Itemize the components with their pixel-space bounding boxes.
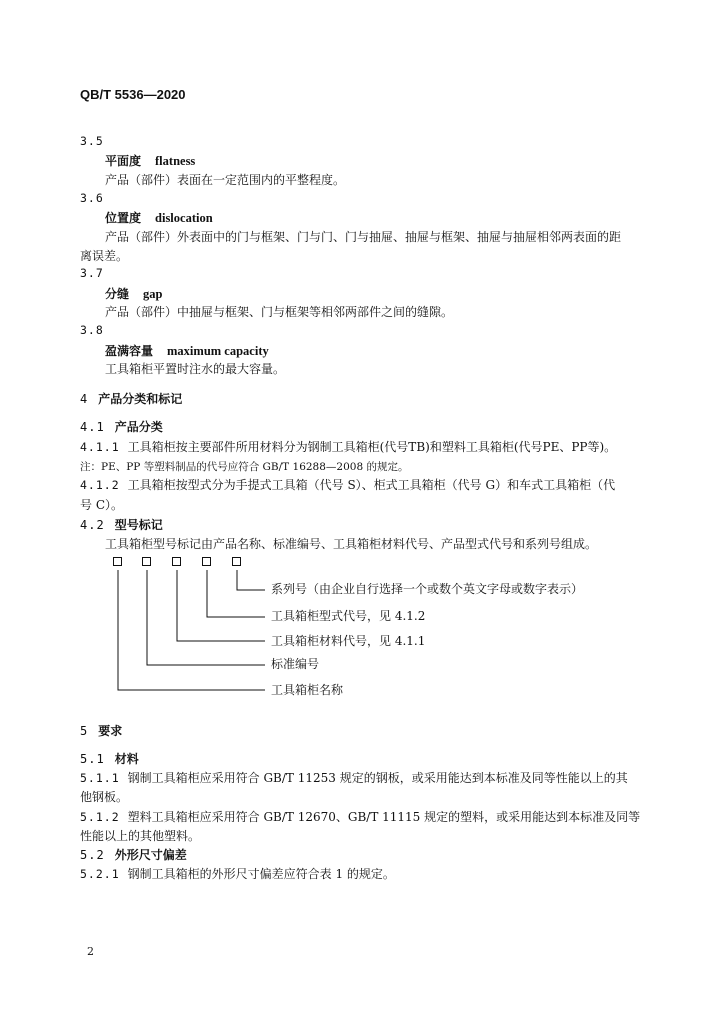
section-number: 5.2 <box>80 848 105 862</box>
section-number: 4.1 <box>80 420 105 434</box>
term-chinese: 分缝 <box>105 287 130 301</box>
leader-line <box>118 570 265 690</box>
note-text: 注：PE、PP 等塑料制品的代号应符合 GB/T 16288—2008 的规定。 <box>80 461 409 473</box>
diagram-label: 工具箱柜名称 <box>271 683 344 697</box>
clause-number: 5.1.2 <box>80 810 120 824</box>
term-chinese: 平面度 <box>105 154 142 168</box>
term-chinese: 盈满容量 <box>105 344 154 358</box>
leader-line <box>237 570 265 590</box>
diagram-label: 工具箱柜材料代号，见 4.1.1 <box>271 634 426 648</box>
page-number: 2 <box>87 945 94 958</box>
section-number: 4.2 <box>80 518 105 532</box>
term-english: dislocation <box>155 211 213 225</box>
chapter-title: 产品分类和标记 <box>98 392 183 406</box>
term-definition: 工具箱柜平置时注水的最大容量。 <box>105 362 286 376</box>
section-title: 产品分类 <box>114 420 163 434</box>
clause-paragraph <box>80 769 628 786</box>
chapter-number: 4 <box>80 392 89 406</box>
clause-text: 工具箱柜按型式分为手提式工具箱（代号 S）、柜式工具箱柜（代号 G）和车式工具箱柜（代 <box>127 478 616 492</box>
diagram-label: 标准编号 <box>271 657 320 671</box>
term-definition: 产品（部件）外表面中的门与框架、门与门、门与抽屉、抽屉与框架、抽屉与抽屉相邻两表面的距 <box>105 230 622 244</box>
leader-line <box>177 570 265 641</box>
clause-number: 4.1.1 <box>80 440 120 454</box>
clause-text: 钢制工具箱柜的外形尺寸偏差应符合表 1 的规定。 <box>127 867 395 881</box>
clause-text: 工具箱柜型号标记由产品名称、标准编号、工具箱柜材料代号、产品型式代号和系列号组成。 <box>105 537 598 551</box>
chapter-heading <box>80 722 122 739</box>
clause-paragraph <box>80 865 395 882</box>
term-english: flatness <box>155 154 196 168</box>
section-title: 材料 <box>114 752 139 766</box>
term-definition-continued: 离误差。 <box>80 249 129 263</box>
clause-number: 5.1.1 <box>80 771 120 785</box>
section-heading <box>80 750 139 767</box>
term-english: maximum capacity <box>167 344 269 358</box>
term-definition: 产品（部件）中抽屉与框架、门与框架等相邻两部件之间的缝隙。 <box>105 305 454 319</box>
clause-number: 3.6 <box>80 191 104 205</box>
clause-number: 3.8 <box>80 323 104 337</box>
clause-number: 4.1.2 <box>80 478 120 492</box>
section-title: 型号标记 <box>114 518 163 532</box>
leader-line <box>207 570 265 617</box>
standard-number-header: QB/T 5536—2020 <box>80 87 186 102</box>
section-title: 外形尺寸偏差 <box>114 848 187 862</box>
clause-text: 工具箱柜按主要部件所用材料分为钢制工具箱柜(代号TB)和塑料工具箱柜(代号PE、PP等)。 <box>127 440 617 454</box>
clause-paragraph <box>80 808 640 825</box>
chapter-number: 5 <box>80 724 89 738</box>
clause-number: 5.2.1 <box>80 867 120 881</box>
clause-text-continued: 性能以上的其他塑料。 <box>80 829 201 843</box>
clause-number: 3.7 <box>80 266 104 280</box>
term-english: gap <box>143 287 163 301</box>
section-heading <box>80 846 187 863</box>
clause-text-continued: 号 C）。 <box>80 498 123 512</box>
clause-text: 钢制工具箱柜应采用符合 GB/T 11253 规定的钢板，或采用能达到本标准及同等性能以上的其 <box>127 771 628 785</box>
clause-text: 塑料工具箱柜应采用符合 GB/T 12670、GB/T 11115 规定的塑料，或采用能达到本标准及同等 <box>127 810 641 824</box>
term-definition: 产品（部件）表面在一定范围内的平整程度。 <box>105 173 346 187</box>
diagram-label: 系列号（由企业自行选择一个或数个英文字母或数字表示） <box>271 582 584 596</box>
term-chinese: 位置度 <box>105 211 142 225</box>
clause-number: 3.5 <box>80 134 104 148</box>
section-number: 5.1 <box>80 752 105 766</box>
chapter-title: 要求 <box>98 724 123 738</box>
clause-text-continued: 他钢板。 <box>80 790 129 804</box>
diagram-label: 工具箱柜型式代号，见 4.1.2 <box>271 609 426 623</box>
